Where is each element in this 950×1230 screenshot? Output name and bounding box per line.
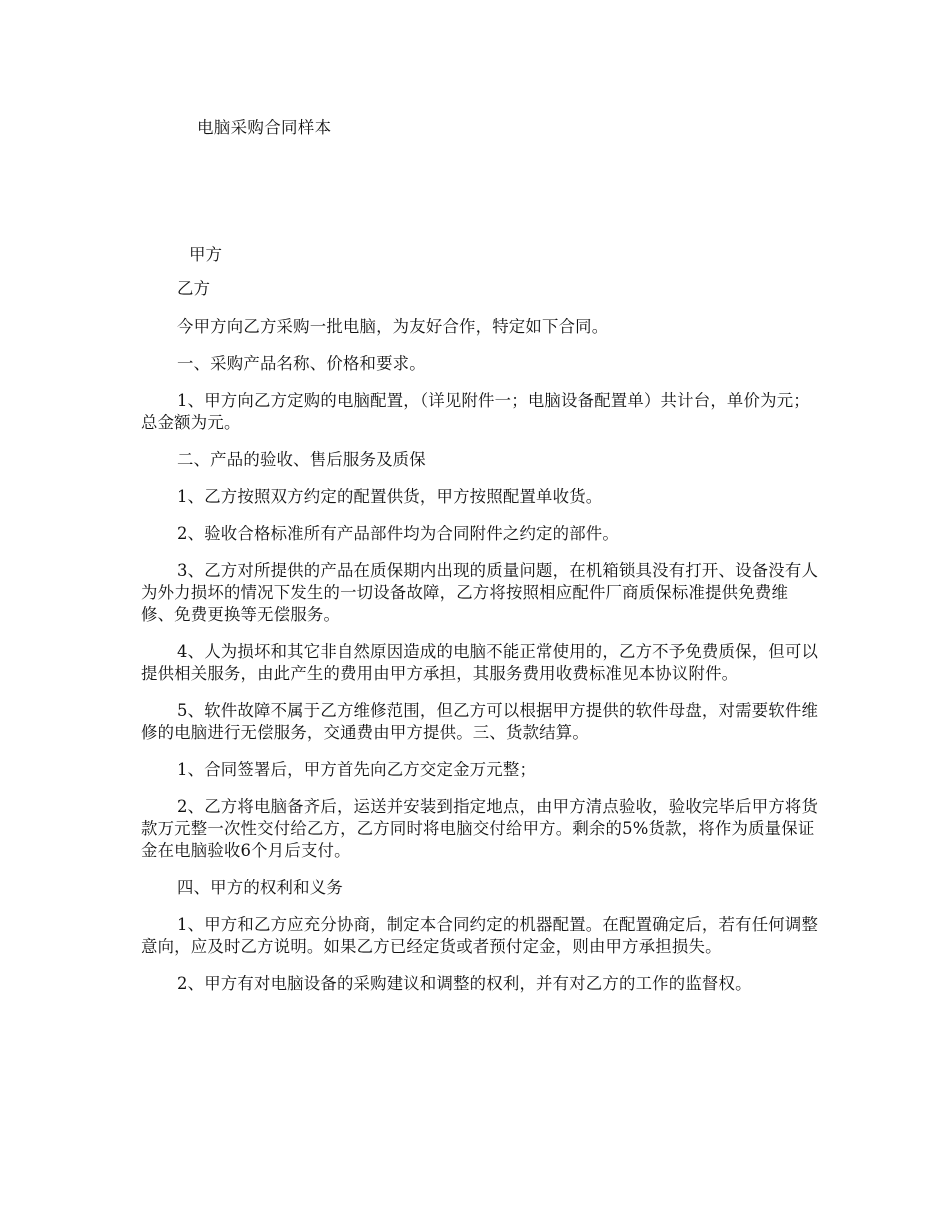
paragraph: 1、甲方向乙方定购的电脑配置，（详见附件一；电脑设备配置单）共计台，单价为元；总金额为元。 bbox=[141, 391, 810, 432]
paragraph: 2、乙方将电脑备齐后，运送并安装到指定地点，由甲方清点验收，验收完毕后甲方将货款万元整一次性交付给乙方，乙方同时将电脑交付给甲方。剩余的5%货款，将作为质量保证金在电脑验收6个月后支付。 bbox=[141, 797, 819, 860]
party-b-label: 乙方 bbox=[177, 279, 211, 298]
paragraph: 1、甲方和乙方应充分协商，制定本合同约定的机器配置。在配置确定后，若有任何调整意向，应及时乙方说明。如果乙方已经定货或者预付定金，则由甲方承担损失。 bbox=[141, 915, 819, 956]
document-title: 电脑采购合同样本 bbox=[197, 118, 332, 137]
paragraph: 1、乙方按照双方约定的配置供货，甲方按照配置单收货。 bbox=[177, 487, 603, 506]
party-a-label: 甲方 bbox=[189, 245, 222, 264]
section-heading: 四、甲方的权利和义务 bbox=[177, 878, 343, 897]
section-heading: 二、产品的验收、售后服务及质保 bbox=[177, 450, 426, 469]
section-heading: 一、采购产品名称、价格和要求。 bbox=[177, 354, 426, 373]
paragraph: 1、合同签署后，甲方首先向乙方交定金万元整； bbox=[177, 760, 537, 779]
paragraph: 今甲方向乙方采购一批电脑，为友好合作，特定如下合同。 bbox=[177, 317, 609, 336]
paragraph: 4、人为损坏和其它非自然原因造成的电脑不能正常使用的，乙方不予免费质保，但可以提供相关服务，由此产生的费用由甲方承担，其服务费用收费标准见本协议附件。 bbox=[141, 642, 819, 683]
document-body bbox=[141, 278, 821, 1010]
paragraph: 5、软件故障不属于乙方维修范围，但乙方可以根据甲方提供的软件母盘，对需要软件维修的电脑进行无偿服务，交通费由甲方提供。三、货款结算。 bbox=[141, 701, 819, 742]
paragraph: 3、乙方对所提供的产品在质保期内出现的质量问题，在机箱锁具没有打开、设备没有人为外力损坏的情况下发生的一切设备故障，乙方将按照相应配件厂商质保标准提供免费维修、免费更换等无偿服务。 bbox=[141, 561, 819, 624]
paragraph: 2、验收合格标准所有产品部件均为合同附件之约定的部件。 bbox=[177, 524, 619, 543]
paragraph: 2、甲方有对电脑设备的采购建议和调整的权利，并有对乙方的工作的监督权。 bbox=[177, 974, 752, 993]
